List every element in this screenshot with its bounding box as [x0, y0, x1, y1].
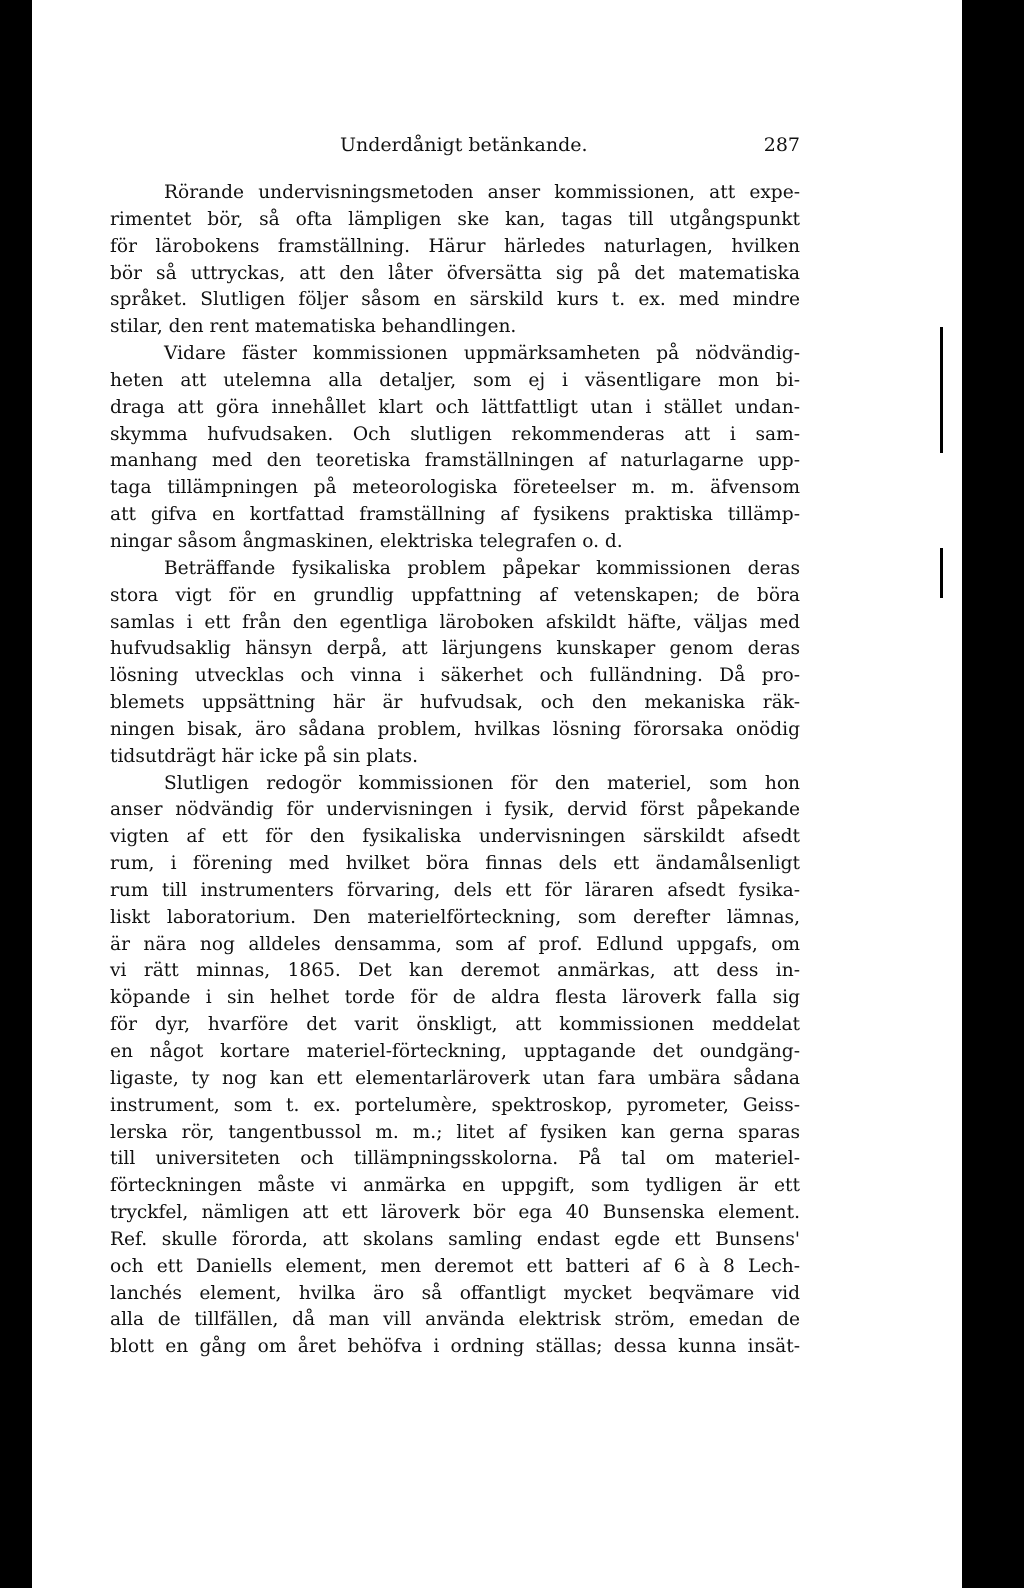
text-line: är nära nog alldeles densamma, som af prof. Edlund uppgafs, om — [110, 933, 800, 955]
right-margin-mark-upper — [940, 327, 943, 453]
text-line: Slutligen redogör kommissionen för den materiel, som hon — [164, 772, 800, 794]
text-line: Rörande undervisningsmetoden anser kommissionen, att expe- — [164, 182, 800, 203]
header-title: Underdånigt betänkande. — [340, 134, 588, 156]
text-line: och ett Daniells element, men deremot ett batteri af 6 à 8 Lech- — [110, 1255, 800, 1277]
body-text — [110, 180, 800, 1361]
text-line: ningen bisak, äro sådana problem, hvilkas lösning förorsaka onödig — [110, 718, 800, 740]
text-line: rum till instrumenters förvaring, dels ett för läraren afsedt fysika- — [110, 879, 800, 901]
text-line: tidsutdrägt här icke på sin plats. — [110, 745, 419, 767]
text-line: heten att utelemna alla detaljer, som ej i väsentligare mon bi- — [110, 369, 800, 391]
text-line: Beträffande fysikaliska problem påpekar kommissionen deras — [164, 557, 800, 579]
left-page-edge — [18, 36, 24, 318]
text-line: bör så uttryckas, att den låter öfversätta sig på det matematiska — [110, 262, 800, 284]
text-line: instrument, som t. ex. portelumère, spektroskop, pyrometer, Geiss- — [110, 1094, 800, 1116]
text-line: ligaste, ty nog kan ett elementarläroverk utan fara umbära sådana — [110, 1067, 800, 1089]
text-line: Vidare fäster kommissionen uppmärksamheten på nödvändig- — [164, 343, 800, 365]
text-line: rum, i förening med hvilket böra finnas dels ett ändamålsenligt — [110, 853, 800, 875]
text-line: ningar såsom ångmaskinen, elektriska telegrafen o. d. — [110, 530, 623, 552]
text-line: Ref. skulle förorda, att skolans samling endast egde ett Bunsens' — [110, 1228, 800, 1250]
text-line: tryckfel, nämligen att ett läroverk bör ega 40 Bunsenska element. — [110, 1202, 800, 1224]
text-line: att gifva en kortfattad framställning af fysikens praktiska tillämp- — [110, 504, 800, 526]
text-line: blott en gång om året behöfva i ordning ställas; dessa kunna insät- — [110, 1336, 800, 1358]
text-line: rimentet bör, så ofta lämpligen ske kan, tagas till utgångspunkt — [110, 208, 800, 230]
text-line: språket. Slutligen följer såsom en särskild kurs t. ex. med mindre — [110, 289, 800, 311]
text-line: lanchés element, hvilka äro så offantligt mycket beqvämare vid — [110, 1282, 800, 1304]
text-line: för lärobokens framställning. Härur härledes naturlagen, hvilken — [110, 235, 800, 257]
text-line: manhang med den teoretiska framställningen af naturlagarne upp- — [110, 450, 800, 472]
right-margin-mark-lower — [940, 548, 943, 598]
text-line: alla de tillfällen, då man vill använda elektrisk ström, emedan de — [110, 1309, 800, 1331]
text-line: blemets uppsättning här är hufvudsak, och den mekaniska räk- — [110, 692, 800, 714]
text-line: skymma hufvudsaken. Och slutligen rekommenderas att i sam- — [110, 423, 800, 445]
text-line: en något kortare materiel-förteckning, upptagande det oundgäng- — [110, 1041, 800, 1062]
text-line: samlas i ett från den egentliga läroboken afskildt häfte, väljas med — [110, 611, 800, 633]
text-line: draga att göra innehållet klart och lättfattligt utan i stället undan- — [110, 396, 800, 418]
text-line: anser nödvändig för undervisningen i fysik, dervid först påpekande — [110, 799, 800, 821]
text-line: stilar, den rent matematiska behandlingen. — [110, 316, 517, 338]
text-line: köpande i sin helhet torde för de aldra flesta läroverk falla sig — [110, 987, 800, 1009]
text-line: vi rätt minnas, 1865. Det kan deremot anmärkas, att dess in- — [110, 960, 800, 982]
text-line: för dyr, hvarföre det varit önskligt, att kommissionen meddelat — [110, 1014, 800, 1036]
text-line: till universiteten och tillämpningsskolorna. På tal om materiel- — [110, 1148, 800, 1170]
text-line: hufvudsaklig hänsyn derpå, att lärjungens kunskaper genom deras — [110, 638, 800, 660]
text-line: lerska rör, tangentbussol m. m.; litet af fysiken kan gerna sparas — [110, 1121, 800, 1143]
text-line: liskt laboratorium. Den materielförteckning, som derefter lämnas, — [110, 906, 800, 928]
page-number: 287 — [763, 134, 800, 156]
text-line: vigten af ett för den fysikaliska undervisningen särskildt afsedt — [110, 826, 800, 848]
text-line: stora vigt för en grundlig uppfattning af vetenskapen; de böra — [110, 584, 800, 606]
text-line: förteckningen måste vi anmärka en uppgift, som tydligen är ett — [110, 1175, 800, 1197]
text-line: taga tillämpningen på meteorologiska företeelser m. m. äfvensom — [110, 477, 800, 499]
text-line: lösning utvecklas och vinna i säkerhet och fulländning. Då pro- — [110, 665, 800, 687]
running-header — [110, 134, 800, 162]
